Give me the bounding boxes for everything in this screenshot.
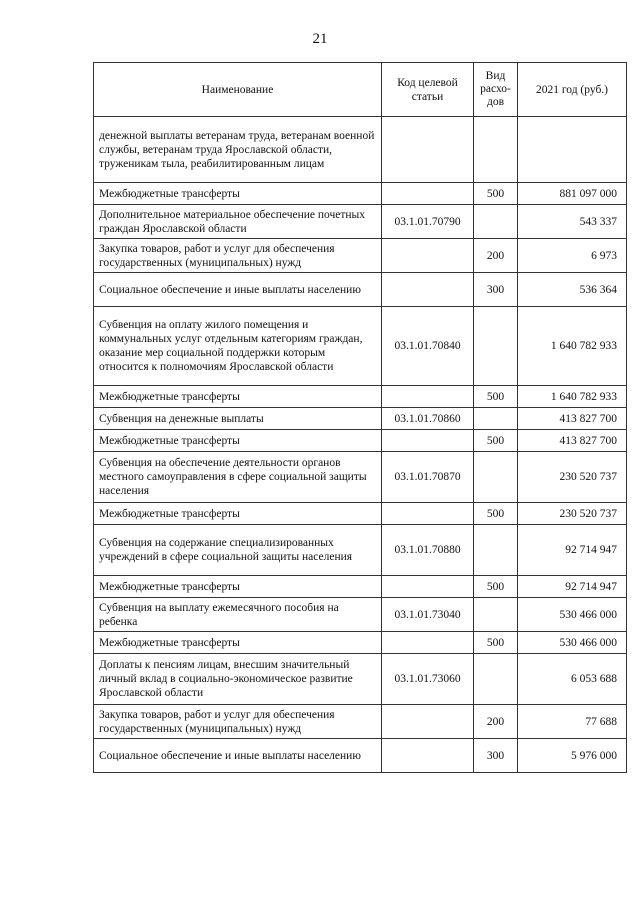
row-amount: 6 973 — [518, 239, 627, 273]
row-amount: 530 466 000 — [518, 632, 627, 654]
table-row — [94, 386, 627, 408]
row-code — [382, 117, 474, 183]
table-row — [94, 452, 627, 503]
row-kind: 300 — [474, 739, 518, 773]
row-amount: 77 688 — [518, 705, 627, 739]
row-kind — [474, 205, 518, 239]
row-kind: 500 — [474, 430, 518, 452]
row-code — [382, 273, 474, 307]
table-row — [94, 654, 627, 705]
row-code — [382, 705, 474, 739]
row-name: Межбюджетные трансферты — [94, 386, 382, 408]
row-name: Субвенция на денежные выплаты — [94, 408, 382, 430]
row-amount: 5 976 000 — [518, 739, 627, 773]
row-name: Закупка товаров, работ и услуг для обеспечения государственных (муниципальных) нужд — [94, 705, 382, 739]
row-kind: 500 — [474, 503, 518, 525]
row-amount — [518, 117, 627, 183]
row-code — [382, 632, 474, 654]
row-kind: 300 — [474, 273, 518, 307]
row-kind — [474, 117, 518, 183]
row-code — [382, 386, 474, 408]
table-row — [94, 117, 627, 183]
table-row — [94, 503, 627, 525]
row-kind — [474, 307, 518, 386]
row-code: 03.1.01.73060 — [382, 654, 474, 705]
table-header-row — [94, 63, 627, 117]
row-name: Межбюджетные трансферты — [94, 183, 382, 205]
page-number: 21 — [312, 31, 328, 47]
table-row — [94, 632, 627, 654]
header-kind: Вид расхо-дов — [474, 63, 518, 117]
row-name: Субвенция на выплату ежемесячного пособия на ребенка — [94, 598, 382, 632]
row-code — [382, 503, 474, 525]
row-name: денежной выплаты ветеранам труда, ветеранам военной службы, ветеранам труда Ярославской области, труженикам тыла, реабилитированным лицам — [94, 117, 382, 183]
row-amount: 6 053 688 — [518, 654, 627, 705]
table-row — [94, 239, 627, 273]
row-name: Социальное обеспечение и иные выплаты населению — [94, 739, 382, 773]
row-kind — [474, 654, 518, 705]
row-name: Социальное обеспечение и иные выплаты населению — [94, 273, 382, 307]
row-name: Закупка товаров, работ и услуг для обеспечения государственных (муниципальных) нужд — [94, 239, 382, 273]
header-amount: 2021 год (руб.) — [518, 63, 627, 117]
row-code — [382, 239, 474, 273]
row-kind — [474, 598, 518, 632]
row-code: 03.1.01.70860 — [382, 408, 474, 430]
row-code — [382, 739, 474, 773]
row-name: Межбюджетные трансферты — [94, 430, 382, 452]
row-kind — [474, 525, 518, 576]
table-row — [94, 307, 627, 386]
row-amount: 230 520 737 — [518, 503, 627, 525]
row-kind — [474, 452, 518, 503]
row-code: 03.1.01.70880 — [382, 525, 474, 576]
row-code: 03.1.01.70790 — [382, 205, 474, 239]
row-name: Субвенция на оплату жилого помещения и коммунальных услуг отдельным категориям граждан, оказание мер социальной поддержки которым относится к полномочиям Ярославской области — [94, 307, 382, 386]
row-amount: 413 827 700 — [518, 408, 627, 430]
row-name: Межбюджетные трансферты — [94, 632, 382, 654]
row-kind — [474, 408, 518, 430]
header-name: Наименование — [94, 63, 382, 117]
row-name: Межбюджетные трансферты — [94, 576, 382, 598]
row-name: Дополнительное материальное обеспечение почетных граждан Ярославской области — [94, 205, 382, 239]
table-row — [94, 205, 627, 239]
row-name: Субвенция на обеспечение деятельности органов местного самоуправления в сфере социальной защиты населения — [94, 452, 382, 503]
row-code: 03.1.01.70840 — [382, 307, 474, 386]
row-kind: 500 — [474, 183, 518, 205]
row-amount: 92 714 947 — [518, 525, 627, 576]
row-code — [382, 430, 474, 452]
table-row — [94, 576, 627, 598]
row-amount: 543 337 — [518, 205, 627, 239]
row-kind: 200 — [474, 239, 518, 273]
table-row — [94, 598, 627, 632]
row-amount: 230 520 737 — [518, 452, 627, 503]
row-amount: 1 640 782 933 — [518, 386, 627, 408]
row-amount: 1 640 782 933 — [518, 307, 627, 386]
row-amount: 536 364 — [518, 273, 627, 307]
table-row — [94, 525, 627, 576]
row-amount: 881 097 000 — [518, 183, 627, 205]
row-amount: 530 466 000 — [518, 598, 627, 632]
row-code: 03.1.01.73040 — [382, 598, 474, 632]
row-code — [382, 183, 474, 205]
table-row — [94, 739, 627, 773]
row-kind: 500 — [474, 386, 518, 408]
row-name: Доплаты к пенсиям лицам, внесшим значительный личный вклад в социально-экономическое развитие Ярославской области — [94, 654, 382, 705]
table-row — [94, 183, 627, 205]
table-row — [94, 273, 627, 307]
row-code: 03.1.01.70870 — [382, 452, 474, 503]
budget-table — [93, 62, 627, 773]
row-kind: 200 — [474, 705, 518, 739]
row-kind: 500 — [474, 632, 518, 654]
row-amount: 413 827 700 — [518, 430, 627, 452]
row-code — [382, 576, 474, 598]
table-row — [94, 705, 627, 739]
row-name: Межбюджетные трансферты — [94, 503, 382, 525]
row-amount: 92 714 947 — [518, 576, 627, 598]
row-name: Субвенция на содержание специализированных учреждений в сфере социальной защиты населения — [94, 525, 382, 576]
table-row — [94, 430, 627, 452]
row-kind: 500 — [474, 576, 518, 598]
table-row — [94, 408, 627, 430]
header-code: Код целевой статьи — [382, 63, 474, 117]
